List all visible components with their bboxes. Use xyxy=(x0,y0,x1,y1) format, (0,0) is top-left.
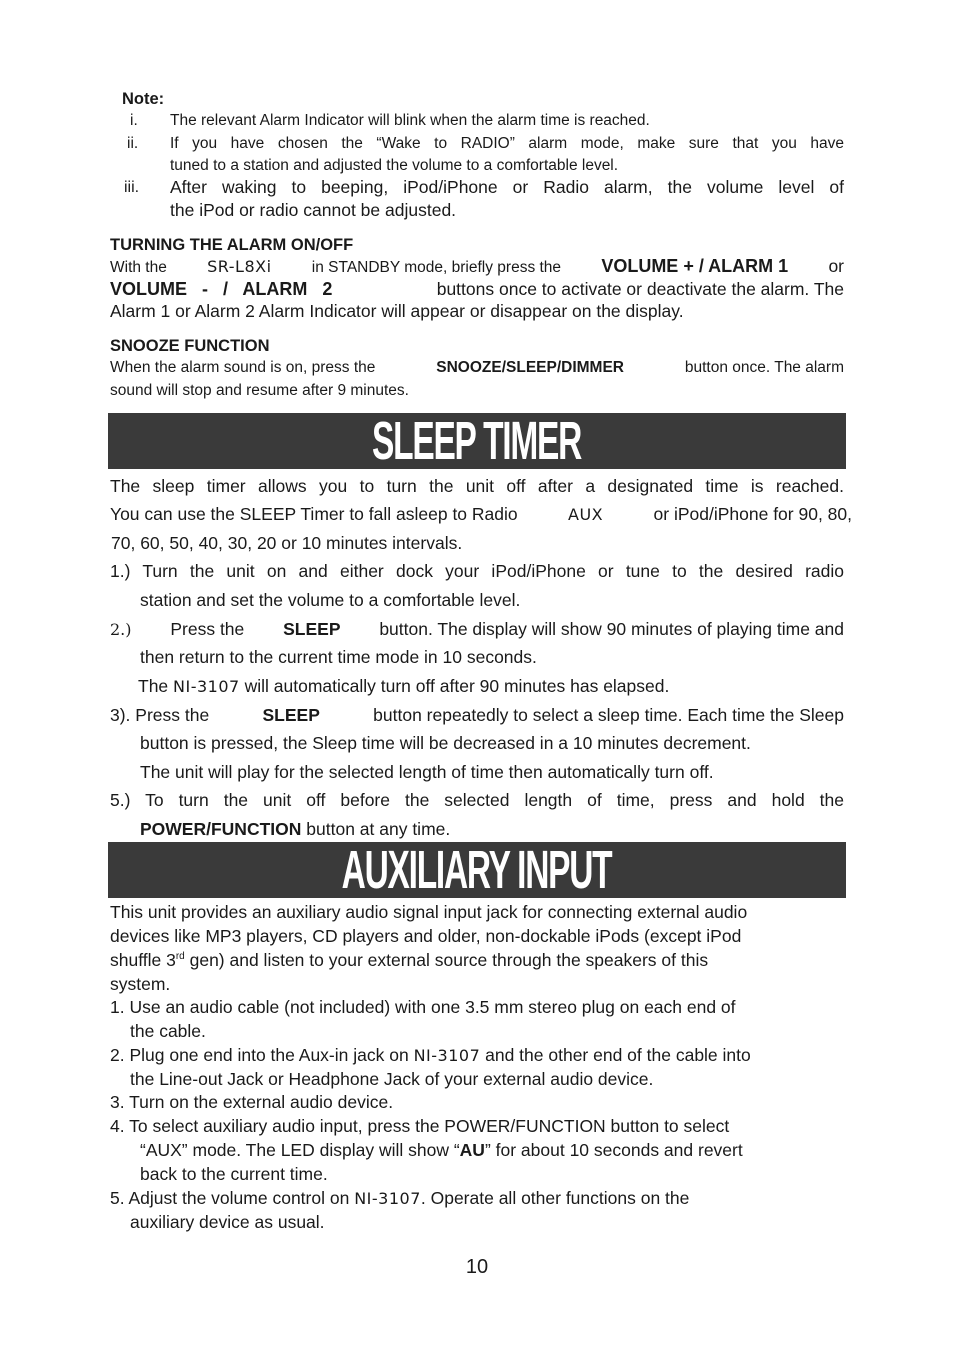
sleep-step-1-line-2: station and set the volume to a comfortable level. xyxy=(140,590,521,610)
sleep-timer-banner xyxy=(108,413,846,469)
auxiliary-input-title: AUXILIARY INPUT xyxy=(342,840,612,900)
note-marker-1: i. xyxy=(130,112,138,129)
model-name: NI-3107 xyxy=(413,1046,481,1065)
sleep-intro-line-1: The sleep timer allows you to turn the unit off after a designated time is reached. xyxy=(110,476,844,496)
aux-step-4-line-2 xyxy=(140,1138,743,1162)
alarm-heading: TURNING THE ALARM ON/OFF xyxy=(110,236,354,254)
note-title: Note: xyxy=(122,90,165,108)
snooze-paragraph-line-1 xyxy=(110,356,844,380)
sleep-step-5-line-2 xyxy=(140,817,450,841)
note-marker-3: iii. xyxy=(124,179,140,196)
aux-label: AUX xyxy=(568,505,604,524)
aux-step-5-line-1 xyxy=(110,1186,689,1211)
auxiliary-input-banner xyxy=(108,842,846,898)
model-name: NI-3107 xyxy=(173,677,240,696)
power-function-label: POWER/FUNCTION xyxy=(140,819,302,839)
aux-intro-line-4: system. xyxy=(110,974,171,994)
sleep-text-9: button at any time. xyxy=(306,819,451,839)
snooze-text-1: When the alarm sound is on, press the xyxy=(110,359,376,376)
sleep-intro-line-2 xyxy=(110,502,852,527)
aux-text-3: 2. Plug one end into the Aux-in jack on xyxy=(110,1045,409,1065)
aux-text-8: . Operate all other functions on the xyxy=(420,1188,690,1208)
sleep-step-2-line-2: then return to the current time mode in 10 seconds. xyxy=(140,647,537,667)
sleep-timer-title: SLEEP TIMER xyxy=(372,411,582,471)
sleep-text-3: Press the xyxy=(170,619,245,639)
sleep-step-2-line-1 xyxy=(110,617,844,642)
model-name: SR-L8Xi xyxy=(207,257,272,276)
alarm-paragraph-line-2 xyxy=(110,277,844,301)
aux-text-1: shuffle 3 xyxy=(110,950,176,970)
aux-intro-line-2: devices like MP3 players, CD players and older, non-dockable iPods (except iPod xyxy=(110,926,742,946)
ordinal-suffix: rd xyxy=(175,951,185,963)
snooze-sleep-dimmer-label: SNOOZE/SLEEP/DIMMER xyxy=(436,359,624,376)
aux-text-2: gen) and listen to your external source through the speakers of this xyxy=(184,950,709,970)
sleep-step-3-line-3: The unit will play for the selected length of time then automatically turn off. xyxy=(140,762,714,782)
sleep-text-5: The xyxy=(138,676,169,696)
aux-intro-line-3 xyxy=(110,948,708,972)
page-number: 10 xyxy=(465,1256,489,1278)
sleep-step-3-line-1 xyxy=(110,703,844,727)
snooze-paragraph-line-2: sound will stop and resume after 9 minutes. xyxy=(110,382,409,399)
volume-up-alarm-1-label: VOLUME + / ALARM 1 xyxy=(601,256,789,276)
au-display-label: AU xyxy=(459,1140,485,1160)
aux-step-1-line-2: the cable. xyxy=(130,1021,206,1041)
note-item-3-line-2: the iPod or radio cannot be adjusted. xyxy=(170,200,457,220)
aux-step-2-line-2: the Line-out Jack or Headphone Jack of your external audio device. xyxy=(130,1069,654,1089)
aux-step-5-line-2: auxiliary device as usual. xyxy=(130,1212,325,1232)
sleep-step-5-line-1: 5.) To turn the unit off before the selected length of time, press and hold the xyxy=(110,790,844,810)
note-item-3-line-1: After waking to beeping, iPod/iPhone or Radio alarm, the volume level of xyxy=(170,177,844,197)
aux-text-7: 5. Adjust the volume control on xyxy=(110,1188,350,1208)
alarm-text-1: With the xyxy=(110,259,167,276)
alarm-text-3: or xyxy=(828,256,844,276)
aux-step-1-line-1: 1. Use an audio cable (not included) with one 3.5 mm stereo plug on each end of xyxy=(110,997,736,1017)
aux-text-6: ” for about 10 seconds and revert xyxy=(484,1140,743,1160)
aux-intro-line-1: This unit provides an auxiliary audio signal input jack for connecting external audio xyxy=(110,902,748,922)
alarm-text-2: in STANDBY mode, briefly press the xyxy=(311,259,562,276)
sleep-step-1-line-1: 1.) Turn the unit on and either dock your iPod/iPhone or tune to the desired radio xyxy=(110,561,844,581)
sleep-button-label: SLEEP xyxy=(283,619,341,639)
sleep-text-2: or iPod/iPhone for 90, 80, xyxy=(653,504,852,524)
aux-text-4: and the other end of the cable into xyxy=(485,1045,751,1065)
sleep-text-6: will automatically turn off after 90 minutes has elapsed. xyxy=(244,676,670,696)
sleep-intro-line-3: 70, 60, 50, 40, 30, 20 or 10 minutes intervals. xyxy=(111,533,463,553)
aux-step-2-line-1 xyxy=(110,1043,751,1068)
sleep-step-3-line-2: button is pressed, the Sleep time will be decreased in a 10 minutes decrement. xyxy=(140,733,751,753)
model-name: NI-3107 xyxy=(354,1189,421,1208)
sleep-step-2-number: 2.) xyxy=(110,620,132,639)
volume-down-alarm-2-label: VOLUME - / ALARM 2 xyxy=(110,279,333,299)
aux-step-4-line-3: back to the current time. xyxy=(140,1164,328,1184)
aux-step-3: 3. Turn on the external audio device. xyxy=(110,1092,394,1112)
sleep-text-4: button. The display will show 90 minutes of playing time and xyxy=(379,619,844,639)
note-item-2-line-1: If you have chosen the “Wake to RADIO” alarm mode, make sure that you have xyxy=(170,135,844,152)
aux-text-5: “AUX” mode. The LED display will show “ xyxy=(140,1140,460,1160)
alarm-text-4: buttons once to activate or deactivate the alarm. The xyxy=(436,279,844,299)
note-item-1: The relevant Alarm Indicator will blink when the alarm time is reached. xyxy=(170,112,650,129)
alarm-paragraph-line-3: Alarm 1 or Alarm 2 Alarm Indicator will appear or disappear on the display. xyxy=(110,301,684,321)
snooze-text-2: button once. The alarm xyxy=(684,359,844,376)
sleep-text-7: 3). Press the xyxy=(110,705,210,725)
snooze-heading: SNOOZE FUNCTION xyxy=(110,337,270,355)
sleep-text-1: You can use the SLEEP Timer to fall asleep to Radio xyxy=(110,504,518,524)
note-marker-2: ii. xyxy=(127,135,139,152)
sleep-button-label: SLEEP xyxy=(262,705,320,725)
note-item-2-line-2: tuned to a station and adjusted the volume to a comfortable level. xyxy=(170,157,619,174)
sleep-step-2-line-3 xyxy=(138,674,669,699)
aux-step-4-line-1: 4. To select auxiliary audio input, press the POWER/FUNCTION button to select xyxy=(110,1116,730,1136)
sleep-text-8: button repeatedly to select a sleep time. Each time the Sleep xyxy=(373,705,844,725)
